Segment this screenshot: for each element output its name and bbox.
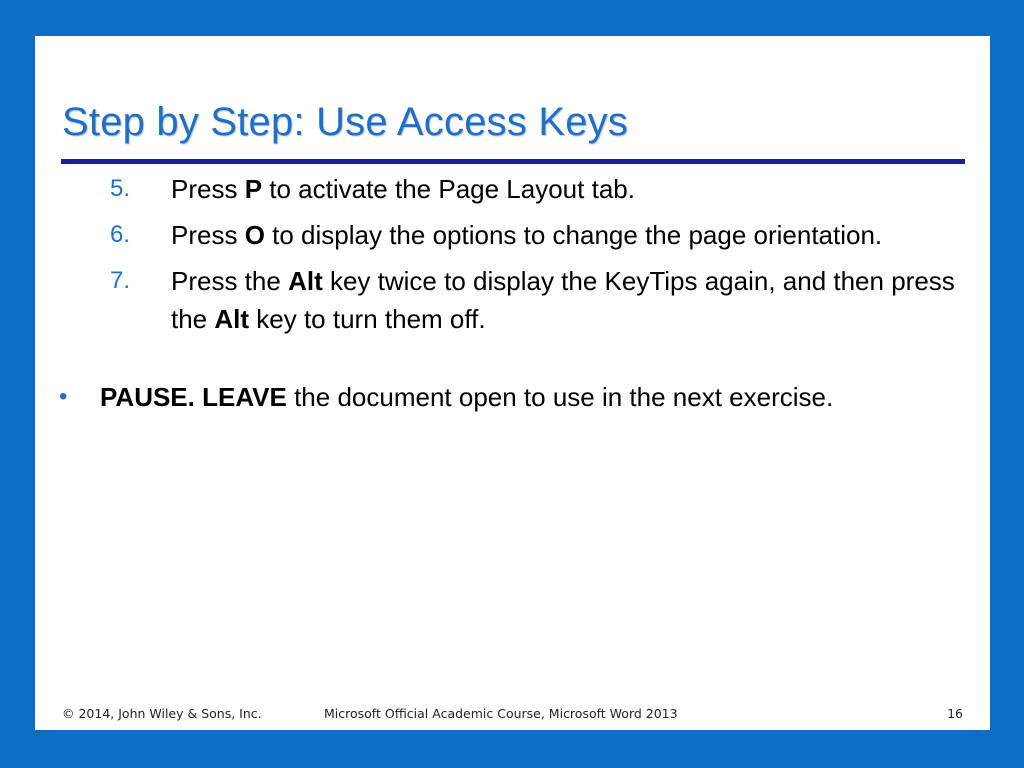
- step-text: Press the: [171, 266, 289, 296]
- step-item: [110, 170, 970, 208]
- bullet-marker: •: [59, 383, 68, 410]
- key-name: Alt: [288, 266, 323, 296]
- key-name: Alt: [214, 304, 250, 334]
- step-text: key to turn them off.: [249, 304, 486, 334]
- step-number: 6.: [110, 221, 131, 248]
- bullet-list: [56, 378, 956, 416]
- step-number: 5.: [110, 175, 131, 202]
- footer-copyright: © 2014, John Wiley & Sons, Inc.: [62, 706, 262, 721]
- step-item: [110, 216, 970, 254]
- key-name: P: [244, 174, 263, 204]
- step-item: [110, 262, 970, 338]
- key-name: O: [244, 220, 265, 250]
- slide-title: Step by Step: Use Access Keys: [62, 100, 629, 144]
- step-text: to activate the Page Layout tab.: [262, 174, 635, 204]
- step-list: [110, 170, 970, 346]
- bullet-text: the document open to use in the next exercise.: [286, 382, 834, 412]
- step-text: to display the options to change the page orientation.: [264, 220, 883, 250]
- step-number: 7.: [110, 267, 131, 294]
- title-underline: [61, 159, 965, 164]
- slide-number: 16: [947, 706, 963, 721]
- footer-course-title: Microsoft Official Academic Course, Microsoft Word 2013: [324, 706, 678, 721]
- slide-canvas: [35, 36, 990, 730]
- bullet-bold-text: PAUSE. LEAVE: [100, 382, 287, 412]
- step-text: Press: [171, 220, 245, 250]
- step-text: Press: [171, 174, 245, 204]
- bullet-item: [56, 378, 956, 416]
- step-text: key twice to display the KeyTips again, and then press the: [171, 266, 955, 334]
